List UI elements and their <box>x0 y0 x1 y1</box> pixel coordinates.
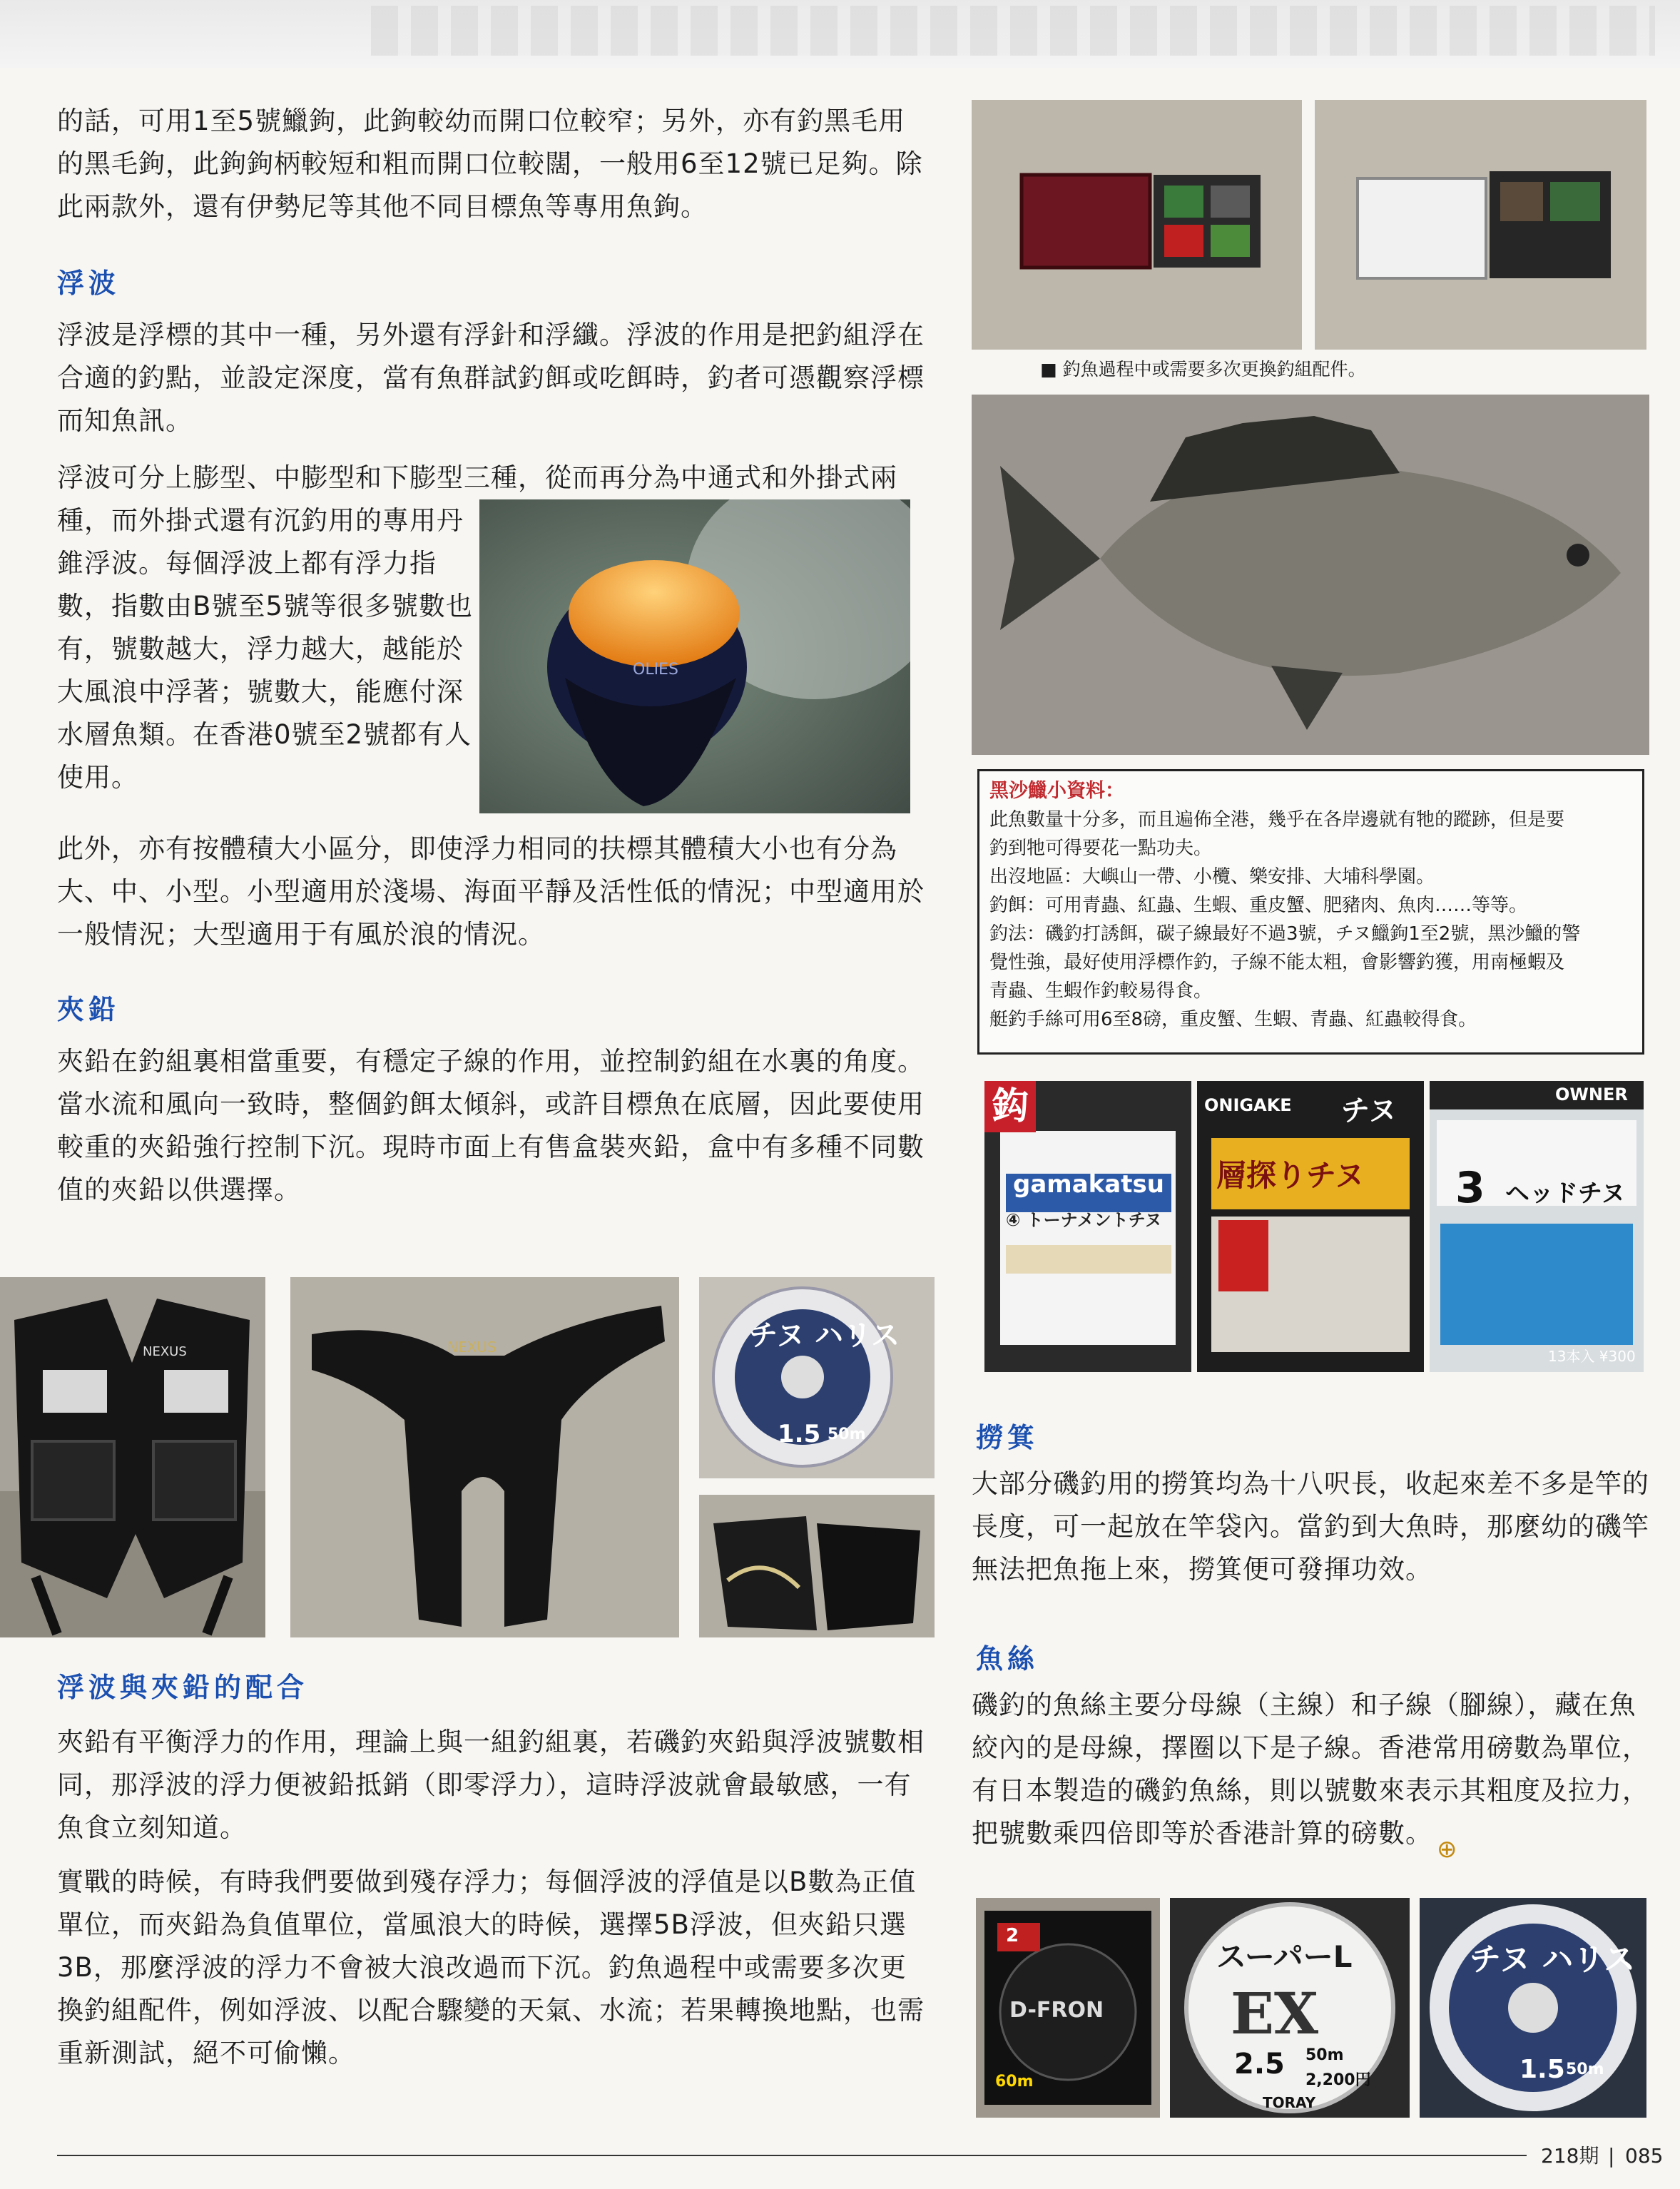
sinker-paragraph: 夾鉛在釣組裏相當重要，有穩定子線的作用，並控制釣組在水裏的角度。當水流和風向一致時，整個釣餌太傾斜，或許目標魚在底層，因此要使用較重的夾鉛強行控制下沉。現時市面上有售盒裝夾鉛，盒中有多種不同數值的夾鉛以供選擇。 <box>57 1046 925 1205</box>
harisu-name: チヌ ハリス <box>1470 1941 1636 1978</box>
spool-harisu-photo <box>1420 1898 1646 2118</box>
line-heading: 魚絲 <box>976 1643 1039 1675</box>
hook-badge: 鈎 <box>984 1081 1036 1132</box>
info-line-3: 出沒地區：大嶼山一帶、小欖、樂安排、大埔科學園。 <box>989 866 1435 888</box>
footer-page-number: 085 <box>1625 2144 1664 2168</box>
tackle-box-photo-1 <box>972 100 1302 350</box>
svg-text:NEXUS: NEXUS <box>447 1339 497 1356</box>
onigake-brand: ONIGAKE <box>1204 1095 1292 1115</box>
vest-photo <box>0 1277 265 1637</box>
info-line-7: 青蟲、生蝦作釣較易得食。 <box>989 980 1213 1002</box>
combo-paragraph-1: 夾鉛有平衡浮力的作用，理論上與一組釣組裏，若磯釣夾鉛與浮波號數相同，那浮波的浮力便被鉛抵銷（即零浮力），這時浮波就會最敏感，一有魚食立刻知道。 <box>57 1727 925 1843</box>
footer-rule <box>57 2155 1527 2156</box>
info-line-6: 覺性強，最好使用浮標作釣，子線不能太粗，會影響釣獲，用南極蝦及 <box>989 952 1565 973</box>
spool1-length: 50m <box>828 1426 866 1443</box>
spool1-number: 1.5 <box>778 1420 821 1448</box>
gloves-photo <box>699 1495 935 1637</box>
top-header-band <box>0 0 1680 68</box>
gamakatsu-product: ④ トーナメントチヌ <box>1006 1210 1162 1230</box>
combo-heading: 浮波與夾鉛的配合 <box>57 1672 309 1703</box>
svg-text:OLIES: OLIES <box>633 661 678 679</box>
combo-paragraph-2: 實戰的時候，有時我們要做到殘存浮力；每個浮波的浮值是以B數為正值單位，而夾鉛為負值單位，當風浪大的時候，選擇5B浮波，但夾鉛只選3B，那麼浮波的浮力不會被大浪改過而下沉。釣魚過程中或需要多次更換釣組配件，例如浮波、以配合驟變的天氣、水流；若果轉換地點，也需重新測試，絕不可偷懶。 <box>57 1867 925 2068</box>
onigake-logo: チヌ <box>1341 1094 1397 1127</box>
gamakatsu-brand: gamakatsu <box>1013 1170 1164 1199</box>
harisu-length: 50m <box>1566 2061 1604 2078</box>
info-line-4: 釣餌：可用青蟲、紅蟲、生蝦、重皮蟹、肥豬肉、魚肉……等等。 <box>989 895 1528 916</box>
hook-pack-owner <box>1430 1081 1644 1372</box>
info-line-2: 釣到牠可得要花一點功夫。 <box>989 838 1213 859</box>
superl-length: 50m <box>1305 2046 1344 2064</box>
footer-separator: | <box>1608 2144 1615 2168</box>
superl-big-text: EX <box>1231 1980 1319 2047</box>
black-sea-bream-photo <box>972 395 1649 755</box>
float-photo <box>479 499 910 813</box>
sinker-heading: 夾鉛 <box>57 994 121 1025</box>
dfron-number: 2 <box>1006 1925 1019 1946</box>
info-line-5: 釣法：磯釣打誘餌，碳子線最好不過3號，チヌ鱲鉤1至2號，黑沙鱲的警 <box>989 923 1581 945</box>
intro-paragraph: 的話，可用1至5號鱲鉤，此鉤較幼而開口位較窄；另外，亦有釣黑毛用的黑毛鉤，此鉤鉤柄較短和粗而開口位較闊，一般用6至12號已足夠。除此兩款外，還有伊勢尼等其他不同目標魚等專用魚鉤。 <box>57 106 923 222</box>
onigake-product: 層探りチヌ <box>1216 1158 1365 1193</box>
info-line-1: 此魚數量十分多，而且遍佈全港，幾乎在各岸邊就有牠的蹤跡，但是要 <box>989 809 1565 831</box>
float-heading: 浮波 <box>57 268 121 299</box>
float-paragraph-1: 浮波是浮標的其中一種，另外還有浮針和浮纖。浮波的作用是把釣組浮在合適的釣點，並設定深度，當有魚群試釣餌或吃餌時，釣者可憑觀察浮標而知魚訊。 <box>57 320 925 436</box>
net-heading: 撈箕 <box>976 1422 1039 1453</box>
info-box-title: 黑沙鱲小資料： <box>989 780 1124 802</box>
spool1-name: チヌ ハリス <box>749 1319 900 1352</box>
superl-title: スーパーL <box>1216 1939 1353 1974</box>
owner-number: 3 <box>1455 1163 1485 1213</box>
owner-product: ヘッドチヌ <box>1505 1179 1626 1208</box>
info-line-8: 艇釣手絲可用6至8磅，重皮蟹、生蝦、青蟲、紅蟲較得食。 <box>989 1009 1477 1030</box>
superl-maker: TORAY <box>1263 2094 1316 2111</box>
superl-price: 2,200円 <box>1305 2071 1371 2089</box>
dfron-length: 60m <box>995 2073 1034 2091</box>
float-paragraph-2b: 錐浮波。每個浮波上都有浮力指數，指數由B號至5號等很多號數也有，號數越大，浮力越大，越能於大風浪中浮著；號數大，能應付深水層魚類。在香港0號至2號都有人使用。 <box>57 548 473 793</box>
dfron-brand: D-FRON <box>1009 1998 1104 2023</box>
float-paragraph-2a: 浮波可分上膨型、中膨型和下膨型三種，從而再分為中通式和外掛式兩種，而外掛式還有沉釣用的專用丹 <box>57 462 897 536</box>
line-paragraph: 磯釣的魚絲主要分母線（主線）和子線（腳線），藏在魚絞內的是母線，擇圈以下是子線。香港常用磅數為單位，有日本製造的磯釣魚絲，則以號數來表示其粗度及拉力，把號數乘四倍即等於香港計算的磅數。 <box>972 1690 1649 1849</box>
footer-issue: 218期 <box>1541 2144 1599 2168</box>
net-paragraph: 大部分磯釣用的撈箕均為十八呎長，收起來差不多是竿的長度，可一起放在竿袋內。當釣到大魚時，那麼幼的磯竿無法把魚拖上來，撈箕便可發揮功效。 <box>972 1468 1649 1585</box>
end-mark-icon: ⊕ <box>1437 1835 1457 1864</box>
svg-text:NEXUS: NEXUS <box>143 1344 187 1359</box>
knee-pad-photo <box>290 1277 679 1637</box>
tackle-photo-caption: ■ 釣魚過程中或需要多次更換釣組配件。 <box>1040 359 1366 380</box>
owner-brand: OWNER <box>1555 1085 1628 1104</box>
superl-number: 2.5 <box>1234 2048 1285 2081</box>
harisu-number: 1.5 <box>1519 2055 1565 2084</box>
tackle-box-photo-2 <box>1315 100 1646 350</box>
owner-price: 13本入 ¥300 <box>1548 1348 1636 1365</box>
float-paragraph-3: 此外，亦有按體積大小區分，即使浮力相同的扶標其體積大小也有分為大、中、小型。小型適用於淺場、海面平靜及活性低的情況；中型適用於一般情況；大型適用于有風於浪的情況。 <box>57 833 925 950</box>
info-box <box>977 769 1644 1055</box>
